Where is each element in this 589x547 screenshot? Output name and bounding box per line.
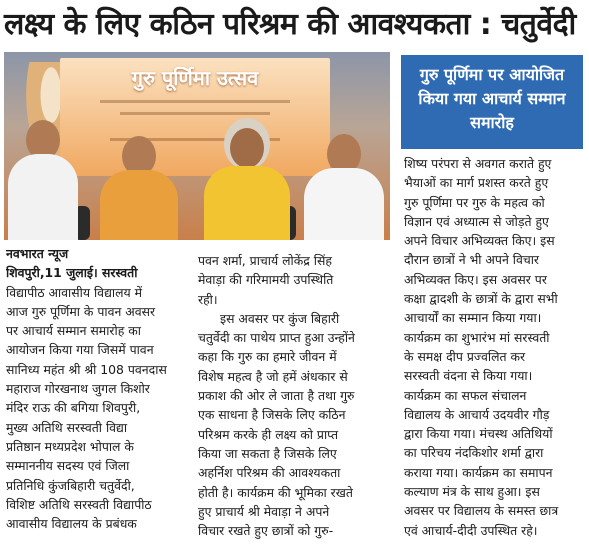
text-line: आयोजन किया गया जिसमें पावन: [6, 342, 154, 358]
text-line: कक्षा द्वादशी के छात्रों के द्वारा सभी: [404, 291, 558, 307]
text-line: अहर्निश परिश्रम की आवश्यकता: [198, 465, 341, 481]
text-line: दौरान छात्रों ने भी अपने विचार: [404, 252, 540, 268]
text-line: कार्यक्रम का सफल संचालन: [404, 387, 527, 403]
article-column-1: [6, 244, 186, 533]
subheadline-line: किया गया आचार्य सम्मान: [418, 89, 566, 108]
text-line: के समक्ष दीप प्रज्वलित कर: [404, 348, 526, 364]
text-line: आवासीय विद्यालय के प्रबंधक: [6, 516, 137, 532]
article-column-2: [198, 251, 390, 540]
text-line: विचार रखते हुए छात्रों को गुरु-: [198, 523, 334, 539]
text-line: किया जा सकता है जिसके लिए: [198, 445, 337, 461]
text-line: चतुर्वेदी का पाथेय प्राप्त हुआ उन्होंने: [198, 330, 355, 346]
text-line: द्वारा किया गया। मंचस्थ अतिथियों: [404, 426, 553, 442]
article-column-3: [404, 154, 586, 540]
subheadline-box: [401, 55, 583, 149]
text-line: अपने विचार अभिव्यक्त किए। इस: [404, 233, 555, 249]
text-line: गुरु पूर्णिमा पर गुरु के महत्व को: [404, 194, 545, 210]
text-line: शिवपुरी,11 जुलाई। सरस्वती: [6, 265, 138, 281]
text-line: हुए प्राचार्य श्री मेवाड़ा ने अपने: [198, 503, 330, 519]
text-line: कल्याण मंत्र के साथ हुआ। इस: [404, 484, 540, 500]
text-line: विद्यालय के आचार्य उदयवीर गौड़: [404, 406, 550, 422]
text-line: कहा कि गुरु का हमारे जीवन में: [198, 349, 337, 365]
text-line: प्रतिनिधि कुंजबिहारी चतुर्वेदी,: [6, 477, 135, 493]
text-line: प्रकाश की ओर ले जाता है तथा गुरु: [198, 388, 355, 404]
text-line: कार्यक्रम का शुभारंभ मां सरस्वती: [404, 329, 550, 345]
text-line: पर आचार्य सम्मान समारोह का: [6, 323, 141, 339]
text-line: भैयाओं का मार्ग प्रशस्त करते हुए: [404, 175, 549, 191]
text-line: रही।: [198, 291, 218, 307]
text-line: एवं आचार्य-दीदी उपस्थित रहे।: [404, 522, 538, 538]
byline: नवभारत न्यूज: [6, 246, 69, 261]
guest-person-4: [304, 134, 384, 240]
text-line: इस अवसर पर कुंज बिहारी: [220, 310, 340, 326]
text-line: प्रतिष्ठान मध्यप्रदेश भोपाल के: [6, 438, 134, 454]
headline: लक्ष्य के लिए कठिन परिश्रम की आवश्यकता : चतुर्वेदी: [4, 7, 576, 42]
guest-person-3: [204, 128, 290, 240]
text-line: सम्माननीय सदस्य एवं जिला: [6, 458, 130, 474]
text-line: सानिध्य महंत श्री श्री 108 पवनदास: [6, 361, 167, 377]
text-line: विज्ञान एवं अध्यात्म से जोड़ते हुए: [404, 213, 549, 229]
text-line: आचार्यों का सम्मान किया गया।: [404, 310, 542, 326]
text-line: अवसर पर विद्यालय के समस्त छात्र: [404, 503, 559, 519]
text-line: परिश्रम करके ही लक्ष्य को प्राप्त: [198, 426, 339, 442]
text-line: मंदिर राऊ की बगिया शिवपुरी,: [6, 400, 141, 416]
text-line: एक साधना है जिसके लिए कठिन: [198, 407, 346, 423]
text-line: विशेष महत्व है जो हमें अंधकार से: [198, 368, 348, 384]
banner-title: गुरु पूर्णिमा उत्सव: [131, 66, 259, 90]
text-line: मुख्य अतिथि सरस्वती विद्या: [6, 419, 128, 435]
text-line: मेवाड़ा की गरिमामयी उपस्थिति: [198, 272, 334, 288]
subheadline-line: गुरु पूर्णिमा पर आयोजित: [419, 65, 565, 84]
text-line: शिष्य परंपरा से अवगत कराते हुए: [404, 156, 552, 171]
guest-person-1: [8, 120, 78, 240]
text-line: सरस्वती वंदना से किया गया।: [404, 368, 533, 384]
text-line: विशिष्ट अतिथि सरस्वती विद्यापीठ: [6, 496, 152, 512]
text-line: महाराज गोरखनाथ जुगल किशोर: [6, 381, 150, 397]
text-line: होती है। कार्यक्रम की भूमिका रखते: [198, 484, 353, 500]
text-line: कराया गया। कार्यक्रम का समापन: [404, 464, 553, 480]
text-line: का परिचय नंदकिशोर शर्मा द्वारा: [404, 445, 544, 461]
text-line: आज गुरु पूर्णिमा के पावन अवसर: [6, 303, 156, 319]
guest-person-2: [100, 136, 178, 240]
event-photo: [4, 52, 390, 240]
text-line: विद्यापीठ आवासीय विद्यालय में: [6, 284, 143, 300]
text-line: अभिव्यक्त किए। इस अवसर पर: [404, 271, 547, 287]
text-line: पवन शर्मा, प्राचार्य लोकेंद्र सिंह: [198, 253, 332, 268]
subheadline-line: समारोह: [470, 113, 514, 132]
